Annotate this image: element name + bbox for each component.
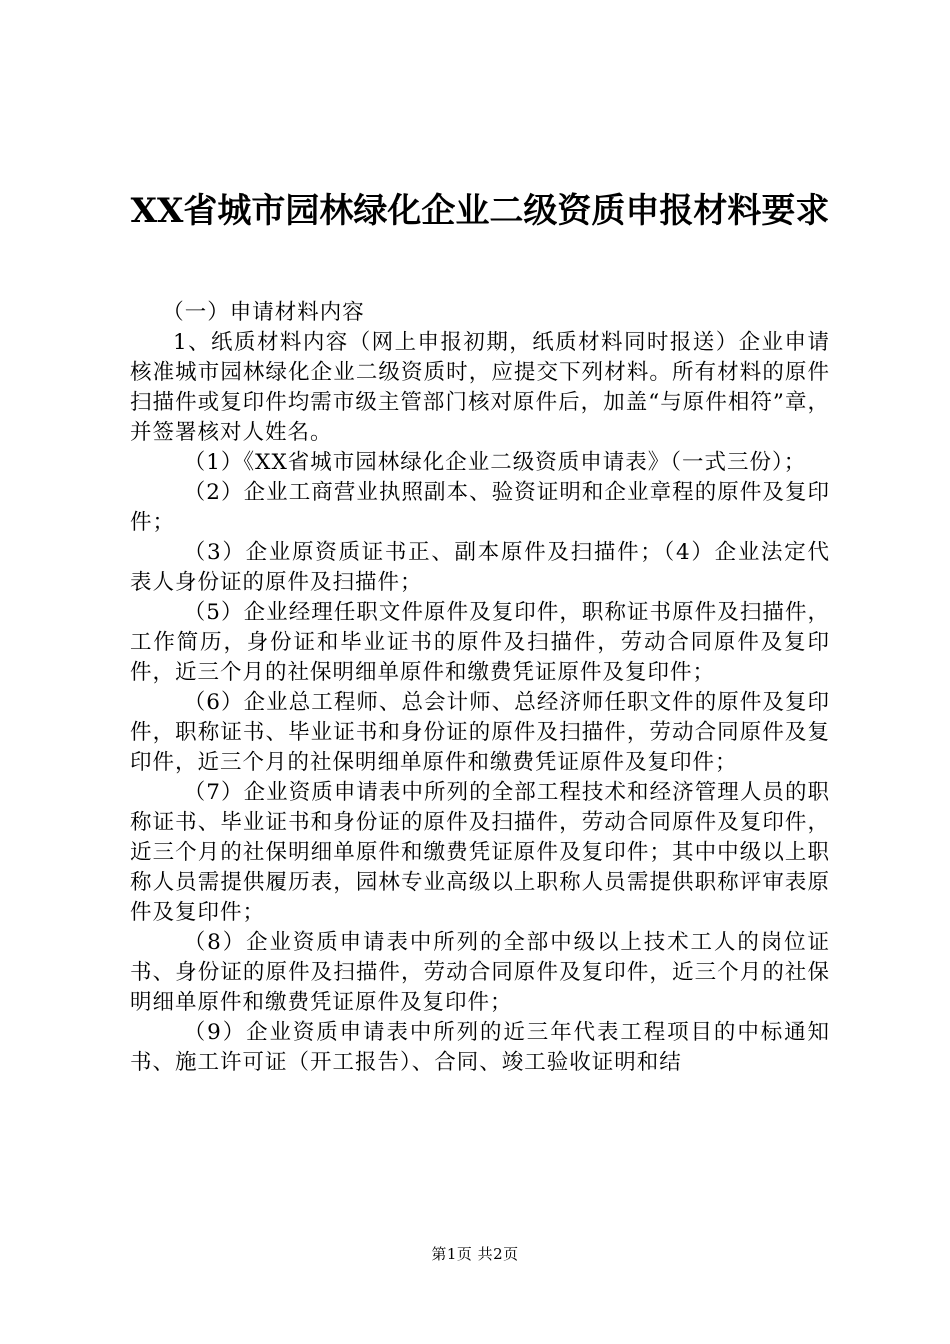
- document-body: [130, 298, 830, 1078]
- list-item-1: （1）《XX省城市园林绿化企业二级资质申请表》（一式三份）；: [183, 450, 807, 475]
- section-heading: （一）申请材料内容: [162, 300, 365, 325]
- list-item-9: （9）企业资质申请表中所列的近三年代表工程项目的中标通知书、施工许可证（开工报告）、合同、竣工验收证明和结: [130, 1020, 830, 1075]
- list-item-5: （5）企业经理任职文件原件及复印件，职称证书原件及扫描件，工作简历，身份证和毕业证书的原件及扫描件，劳动合同原件及复印件，近三个月的社保明细单原件和缴费凭证原件及复印件；: [130, 600, 830, 685]
- page-number-footer: 第1页 共2页: [431, 1245, 519, 1263]
- list-item-3-4: （3）企业原资质证书正、副本原件及扫描件；（4）企业法定代表人身份证的原件及扫描件；: [130, 540, 830, 595]
- document-title: XX省城市园林绿化企业二级资质申报材料要求: [130, 191, 830, 231]
- list-item-8: （8）企业资质申请表中所列的全部中级以上技术工人的岗位证书、身份证的原件及扫描件，劳动合同原件及复印件，近三个月的社保明细单原件和缴费凭证原件及复印件；: [130, 930, 830, 1015]
- intro-paragraph: 1、纸质材料内容（网上申报初期，纸质材料同时报送）企业申请核准城市园林绿化企业二级资质时，应提交下列材料。所有材料的原件扫描件或复印件均需市级主管部门核对原件后，加盖“与原件相符”章，并签署核对人姓名。: [130, 330, 830, 445]
- list-item-7: （7）企业资质申请表中所列的全部工程技术和经济管理人员的职称证书、毕业证书和身份证的原件及扫描件，劳动合同原件及复印件，近三个月的社保明细单原件和缴费凭证原件及复印件；其中中级以上职称人员需提供履历表，园林专业高级以上职称人员需提供职称评审表原件及复印件；: [130, 780, 830, 925]
- list-item-2: （2）企业工商营业执照副本、验资证明和企业章程的原件及复印件；: [130, 480, 830, 535]
- list-item-6: （6）企业总工程师、总会计师、总经济师任职文件的原件及复印件，职称证书、毕业证书和身份证的原件及扫描件，劳动合同原件及复印件，近三个月的社保明细单原件和缴费凭证原件及复印件；: [130, 690, 830, 775]
